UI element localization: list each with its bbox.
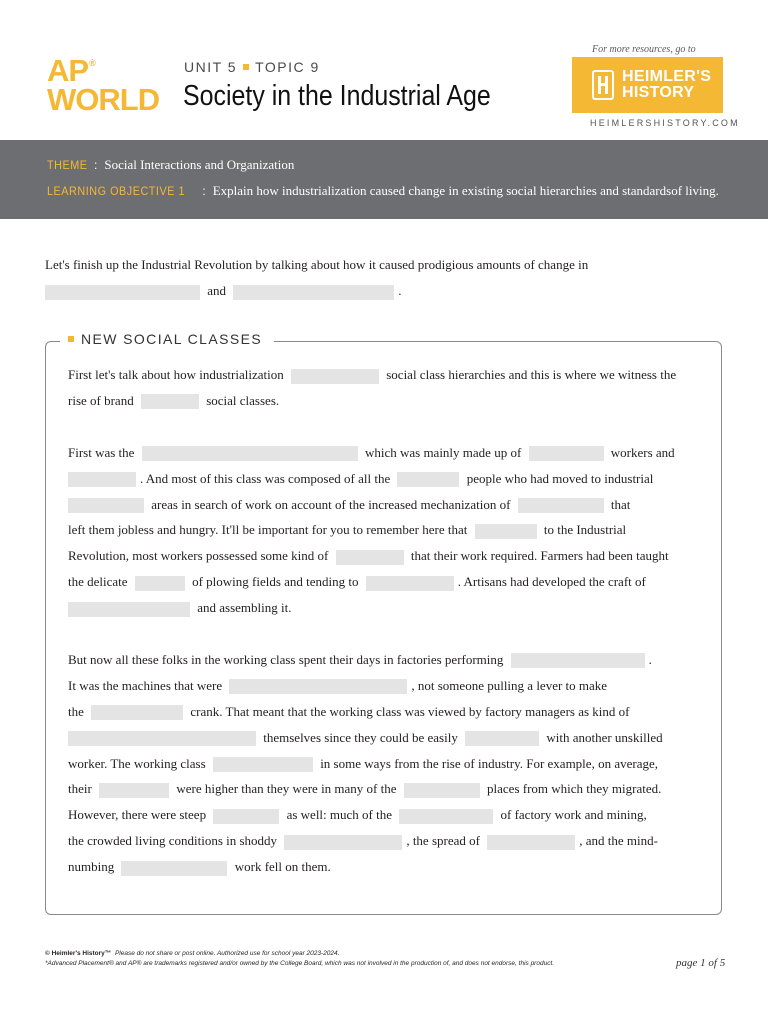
section-heading: NEW SOCIAL CLASSES — [60, 331, 274, 347]
theme-band — [0, 140, 768, 219]
brand-name-line2: HISTORY — [622, 84, 695, 101]
heimlers-history-banner[interactable] — [572, 57, 723, 113]
fill-in-blank[interactable] — [68, 472, 136, 487]
theme-label: THEME — [47, 158, 88, 172]
page-title: Society in the Industrial Age — [183, 80, 491, 112]
separator-square-icon — [243, 64, 249, 70]
fill-in-blank[interactable] — [213, 809, 279, 824]
fill-in-blank[interactable] — [135, 576, 185, 591]
paragraph-2: First was the which was mainly made up of workers and . And most of this class was composed of all the people who had moved to industrial areas in search of work on account of the increased mechanization of that left them jobless and hungry. It'll be important for you to remember here that to the Industrial Revolution, most workers possessed some kind of that their work required. Farmers had been taught the delicate of plowing fields and tending to . Artisans had developed the craft of and assembling it. — [68, 444, 675, 616]
theme-text: Social Interactions and Organization — [104, 157, 295, 172]
fill-in-blank[interactable] — [141, 394, 199, 409]
fill-in-blank[interactable] — [336, 550, 404, 565]
paragraph-1: First let's talk about how industrialization social class hierarchies and this is where we witness the rise of brand social classes. — [68, 367, 677, 408]
fill-in-blank[interactable] — [291, 369, 379, 384]
paragraph-3: But now all these folks in the working class spent their days in factories performing . It was the machines that were , not someone pulling a lever to make the crank. That meant that the working class was viewed by factory managers as kind of themselves since they could be easily with another unskilled worker. The working class in some ways from the rise of industry. For example, on average, their were higher than they were in many of the places from which they migrated. However, there were steep as well: much of the of factory work and mining, the crowded living conditions in shoddy , the spread of , and the mind- numbing work fell on them. — [68, 651, 663, 875]
brand-url-link[interactable]: HEIMLERSHISTORY.COM — [590, 118, 740, 128]
ap-world-logo — [47, 53, 160, 118]
section-body — [68, 362, 708, 880]
fill-in-blank[interactable] — [68, 731, 256, 746]
unit-topic-label — [184, 59, 320, 75]
logo-ap-text: AP — [47, 53, 89, 88]
fill-in-blank[interactable] — [529, 446, 604, 461]
fill-in-blank[interactable] — [229, 679, 407, 694]
footer-copyright — [45, 950, 339, 957]
intro-paragraph: Let's finish up the Industrial Revolution by talking about how it caused prodigious amounts of change in and . — [45, 257, 589, 298]
usage-notice: Please do not share or post online. Authorized use for school year 2023-2024. — [114, 950, 340, 957]
learning-objective-text: Explain how industrialization caused change in existing social hierarchies and standardsof living. — [212, 183, 719, 198]
heimlers-history-logo-icon — [592, 70, 614, 100]
topic-label: TOPIC 9 — [255, 59, 320, 75]
fill-in-blank[interactable] — [511, 653, 645, 668]
learning-objective-label: LEARNING OBJECTIVE 1 — [47, 184, 186, 198]
fill-in-blank[interactable] — [475, 524, 537, 539]
unit-label: UNIT 5 — [184, 59, 238, 75]
fill-in-blank[interactable] — [404, 783, 480, 798]
fill-in-blank[interactable] — [397, 472, 459, 487]
fill-in-blank[interactable] — [121, 861, 227, 876]
logo-world-text: WORLD — [47, 82, 160, 118]
fill-in-blank[interactable] — [142, 446, 358, 461]
fill-in-blank[interactable] — [91, 705, 183, 720]
fill-in-blank[interactable] — [284, 835, 402, 850]
fill-in-blank[interactable] — [45, 285, 200, 300]
fill-in-blank[interactable] — [487, 835, 575, 850]
copyright-text: © Heimler's History™ — [45, 950, 112, 957]
learning-objective-row: LEARNING OBJECTIVE 1 : Explain how industrialization caused change in existing social hierarchies and standardsof living. — [47, 183, 719, 198]
footer-trademark: *Advanced Placement® and AP® are trademarks registered and/or owned by the College Board, which was not involved in the production of, and does not endorse, this product. — [45, 960, 555, 967]
logo-registered-mark: ® — [89, 58, 95, 68]
fill-in-blank[interactable] — [399, 809, 493, 824]
fill-in-blank[interactable] — [518, 498, 604, 513]
promo-text: For more resources, go to — [592, 44, 696, 55]
theme-row: THEME : Social Interactions and Organization — [47, 157, 295, 172]
brand-name-line1: HEIMLER'S — [622, 68, 712, 85]
fill-in-blank[interactable] — [465, 731, 539, 746]
fill-in-blank[interactable] — [99, 783, 169, 798]
fill-in-blank[interactable] — [366, 576, 454, 591]
fill-in-blank[interactable] — [68, 498, 144, 513]
fill-in-blank[interactable] — [233, 285, 394, 300]
heading-square-icon — [68, 336, 74, 342]
fill-in-blank[interactable] — [213, 757, 313, 772]
fill-in-blank[interactable] — [68, 602, 190, 617]
page-number: page 1 of 5 — [676, 957, 726, 969]
